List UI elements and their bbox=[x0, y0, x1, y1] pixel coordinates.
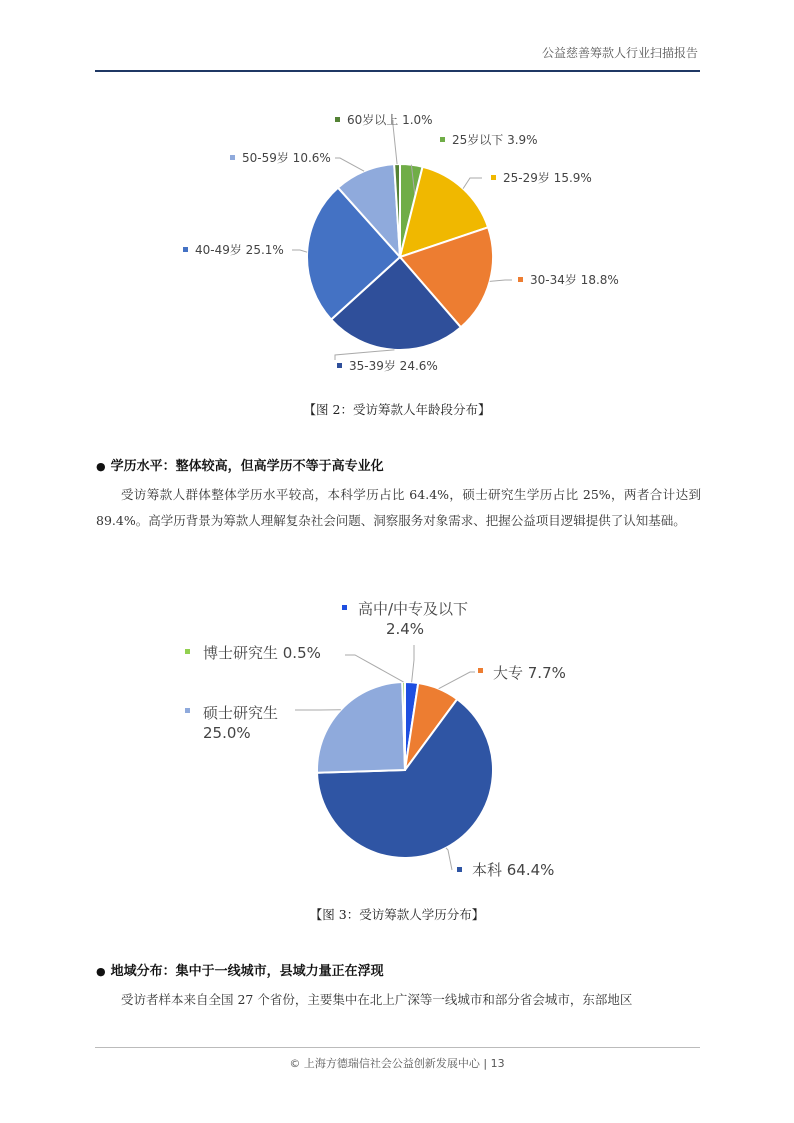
footer-divider bbox=[95, 1047, 700, 1048]
age-pie-svg bbox=[0, 100, 794, 390]
education-pie-legend-marker-1 bbox=[478, 668, 483, 673]
education-pie-legend-marker-4 bbox=[185, 649, 190, 654]
region-paragraph: 受访者样本来自全国 27 个省份，主要集中在北上广深等一线城市和部分省会城市，东部地区 bbox=[121, 992, 633, 1007]
bullet-icon: ● bbox=[96, 965, 106, 978]
education-paragraph: 受访筹款人群体整体学历水平较高，本科学历占比 64.4%，硕士研究生学历占比 25%，两者合计达到 89.4%。高学历背景为筹款人理解复杂社会问题、洞察服务对象需求、把握公益项目逻辑提供了认知基础。 bbox=[96, 487, 701, 528]
education-pie-label-3-1: 25.0% bbox=[203, 724, 251, 742]
age-pie-label-1-0: 25-29岁 15.9% bbox=[503, 171, 592, 185]
education-pie-label-0-1: 2.4% bbox=[385, 620, 425, 638]
education-chart-caption: 【图 3：受访筹款人学历分布】 bbox=[309, 907, 485, 922]
education-pie-leader-2 bbox=[446, 848, 452, 870]
age-pie-legend-marker-5 bbox=[230, 155, 235, 160]
age-pie-legend-marker-2 bbox=[518, 277, 523, 282]
bullet-icon: ● bbox=[96, 460, 106, 473]
age-pie-label-5-0: 50-59岁 10.6% bbox=[242, 151, 331, 165]
region-heading-text: 地域分布：集中于一线城市，县域力量正在浮现 bbox=[110, 964, 384, 979]
education-pie-label-4-0: 博士研究生 0.5% bbox=[203, 644, 321, 662]
age-pie-label-4-0: 40-49岁 25.1% bbox=[195, 243, 284, 257]
age-pie-legend-marker-0 bbox=[440, 137, 445, 142]
education-pie-label-0-0: 高中/中专及以下 bbox=[358, 600, 469, 618]
age-pie-label-6-0: 60岁以上 1.0% bbox=[347, 113, 433, 127]
age-pie-legend-marker-3 bbox=[337, 363, 342, 368]
education-pie-legend-marker-2 bbox=[457, 867, 462, 872]
age-pie-legend-marker-4 bbox=[183, 247, 188, 252]
report-header-title: 公益慈善筹款人行业扫描报告 bbox=[541, 46, 698, 60]
education-pie-label-2-0: 本科 64.4% bbox=[472, 861, 555, 879]
age-pie-label-0-0: 25岁以下 3.9% bbox=[452, 133, 538, 147]
age-pie-legend-marker-6 bbox=[335, 117, 340, 122]
region-heading bbox=[96, 960, 384, 979]
education-pie-chart bbox=[0, 590, 794, 890]
education-heading-text: 学历水平：整体较高，但高学历不等于高专业化 bbox=[110, 459, 384, 474]
age-pie-legend-marker-1 bbox=[491, 175, 496, 180]
age-pie-label-3-0: 35-39岁 24.6% bbox=[349, 359, 438, 373]
page-footer: © 上海方德瑞信社会公益创新发展中心 | 13 bbox=[289, 1057, 505, 1070]
education-pie-legend-marker-3 bbox=[185, 708, 190, 713]
education-pie-legend-marker-0 bbox=[342, 605, 347, 610]
education-pie-label-3-0: 硕士研究生 bbox=[203, 704, 279, 722]
education-pie-slice-3 bbox=[317, 682, 405, 773]
age-pie-leader-4 bbox=[292, 250, 307, 252]
age-pie-label-2-0: 30-34岁 18.8% bbox=[530, 273, 619, 287]
education-pie-leader-0 bbox=[412, 645, 414, 682]
age-pie-leader-1 bbox=[463, 178, 482, 189]
education-heading bbox=[96, 455, 384, 474]
age-pie-chart bbox=[0, 100, 794, 390]
age-chart-caption: 【图 2：受访筹款人年龄段分布】 bbox=[303, 402, 491, 417]
header-divider bbox=[95, 70, 700, 72]
education-pie-leader-4 bbox=[345, 655, 404, 682]
education-pie-leader-1 bbox=[439, 672, 475, 689]
education-pie-svg bbox=[0, 590, 794, 890]
age-pie-leader-5 bbox=[335, 158, 364, 171]
age-pie-leader-2 bbox=[490, 280, 512, 281]
education-pie-label-1-0: 大专 7.7% bbox=[493, 664, 566, 682]
